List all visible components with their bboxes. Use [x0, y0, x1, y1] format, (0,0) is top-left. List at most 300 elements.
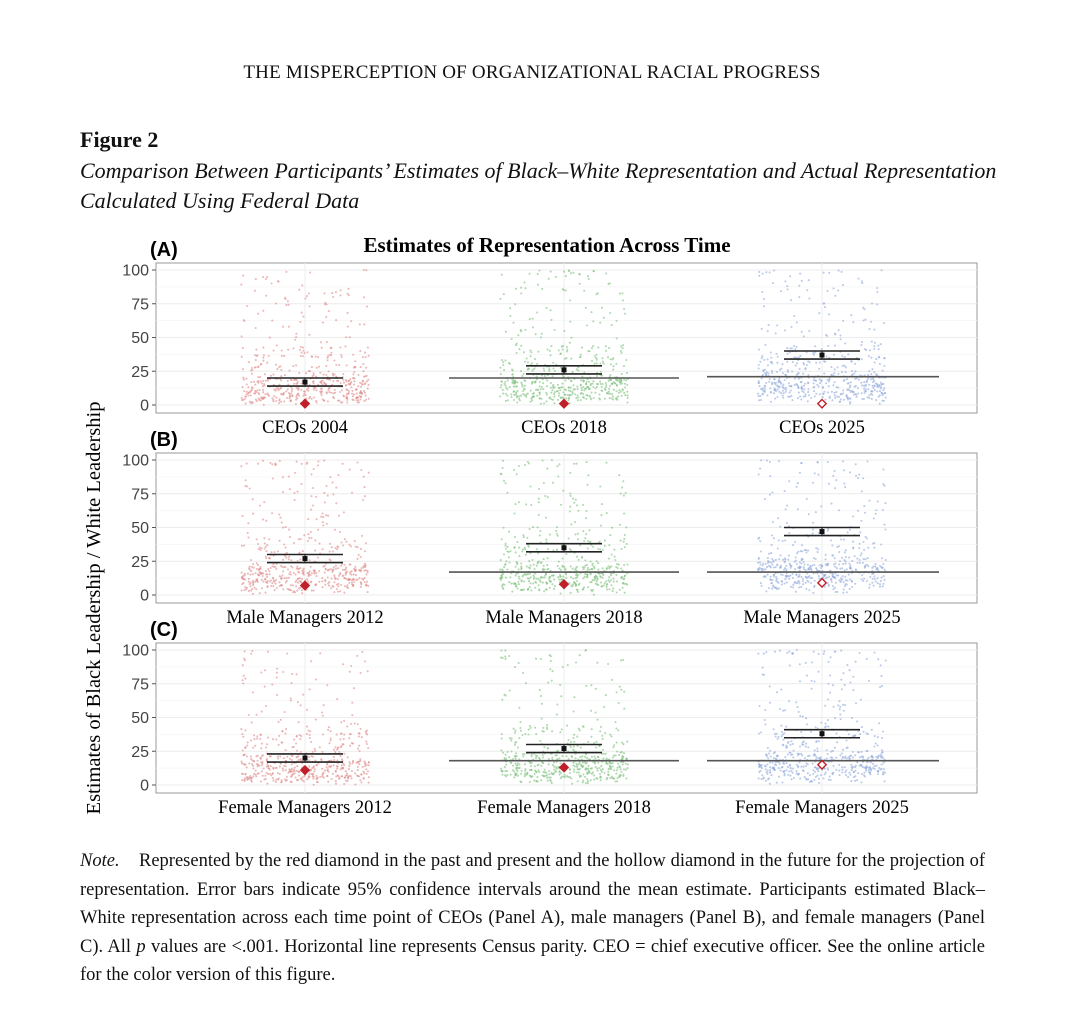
scatter-point — [769, 783, 771, 785]
scatter-point — [775, 353, 777, 355]
scatter-point — [608, 380, 610, 382]
scatter-point — [827, 753, 829, 755]
scatter-point — [265, 278, 267, 280]
scatter-point — [530, 390, 532, 392]
scatter-point — [518, 547, 520, 549]
scatter-point — [622, 480, 624, 482]
scatter-point — [354, 722, 356, 724]
scatter-point — [576, 504, 578, 506]
scatter-point — [849, 681, 851, 683]
scatter-point — [793, 777, 795, 779]
scatter-point — [800, 462, 802, 464]
scatter-point — [257, 313, 259, 315]
scatter-point — [565, 553, 567, 555]
scatter-point — [342, 743, 344, 745]
scatter-point — [519, 727, 521, 729]
scatter-point — [323, 381, 325, 383]
scatter-point — [337, 766, 339, 768]
scatter-point — [311, 572, 313, 574]
scatter-point — [868, 384, 870, 386]
scatter-point — [784, 756, 786, 758]
scatter-point — [613, 549, 615, 551]
scatter-point — [602, 361, 604, 363]
scatter-point — [515, 585, 517, 587]
scatter-point — [265, 557, 267, 559]
scatter-point — [532, 326, 534, 328]
scatter-point — [248, 778, 250, 780]
scatter-point — [255, 775, 257, 777]
scatter-point — [324, 580, 326, 582]
scatter-point — [516, 770, 518, 772]
scatter-point — [312, 504, 314, 506]
scatter-point — [885, 397, 887, 399]
scatter-point — [582, 566, 584, 568]
scatter-point — [517, 581, 519, 583]
scatter-point — [848, 562, 850, 564]
scatter-point — [286, 580, 288, 582]
scatter-point — [792, 544, 794, 546]
scatter-point — [251, 367, 253, 369]
scatter-point — [622, 344, 624, 346]
scatter-point — [585, 782, 587, 784]
scatter-point — [770, 562, 772, 564]
scatter-point — [840, 398, 842, 400]
scatter-point — [757, 653, 759, 655]
scatter-point — [786, 746, 788, 748]
scatter-point — [581, 347, 583, 349]
scatter-point — [503, 369, 505, 371]
scatter-point — [616, 580, 618, 582]
scatter-point — [353, 393, 355, 395]
scatter-point — [337, 585, 339, 587]
scatter-point — [333, 569, 335, 571]
scatter-point — [283, 577, 285, 579]
scatter-point — [261, 579, 263, 581]
scatter-point — [605, 345, 607, 347]
scatter-point — [544, 769, 546, 771]
scatter-point — [763, 359, 765, 361]
scatter-point — [300, 346, 302, 348]
scatter-point — [825, 554, 827, 556]
scatter-point — [863, 578, 865, 580]
scatter-point — [795, 383, 797, 385]
scatter-point — [830, 779, 832, 781]
scatter-point — [867, 388, 869, 390]
scatter-point — [622, 763, 624, 765]
scatter-point — [280, 401, 282, 403]
scatter-point — [803, 561, 805, 563]
scatter-point — [769, 387, 771, 389]
scatter-point — [867, 396, 869, 398]
category-label: Female Managers 2018 — [477, 798, 651, 818]
scatter-point — [516, 352, 518, 354]
scatter-point — [351, 390, 353, 392]
scatter-point — [872, 763, 874, 765]
scatter-point — [513, 399, 515, 401]
scatter-point — [794, 378, 796, 380]
scatter-point — [781, 363, 783, 365]
scatter-point — [520, 330, 522, 332]
scatter-point — [849, 471, 851, 473]
scatter-point — [807, 550, 809, 552]
scatter-point — [876, 287, 878, 289]
scatter-point — [263, 354, 265, 356]
scatter-point — [832, 384, 834, 386]
scatter-point — [287, 388, 289, 390]
scatter-point — [834, 557, 836, 559]
scatter-point — [539, 689, 541, 691]
scatter-point — [776, 755, 778, 757]
scatter-point — [559, 684, 561, 686]
scatter-point — [345, 336, 347, 338]
scatter-point — [520, 562, 522, 564]
scatter-point — [556, 549, 558, 551]
scatter-point — [294, 492, 296, 494]
scatter-point — [241, 545, 243, 547]
scatter-point — [272, 577, 274, 579]
scatter-point — [840, 718, 842, 720]
scatter-point — [323, 374, 325, 376]
scatter-point — [351, 492, 353, 494]
scatter-point — [547, 496, 549, 498]
scatter-point — [260, 734, 262, 736]
scatter-point — [612, 396, 614, 398]
scatter-point — [295, 336, 297, 338]
scatter-point — [241, 779, 243, 781]
scatter-point — [581, 387, 583, 389]
scatter-point — [352, 377, 354, 379]
scatter-point — [556, 754, 558, 756]
scatter-point — [844, 342, 846, 344]
scatter-point — [873, 651, 875, 653]
scatter-point — [583, 586, 585, 588]
scatter-point — [313, 589, 315, 591]
scatter-point — [540, 562, 542, 564]
scatter-point — [827, 719, 829, 721]
scatter-point — [364, 392, 366, 394]
scatter-point — [524, 361, 526, 363]
scatter-point — [321, 388, 323, 390]
scatter-point — [350, 574, 352, 576]
scatter-point — [325, 374, 327, 376]
scatter-point — [860, 764, 862, 766]
scatter-point — [609, 767, 611, 769]
scatter-point — [559, 389, 561, 391]
scatter-point — [346, 393, 348, 395]
scatter-point — [514, 536, 516, 538]
scatter-point — [862, 541, 864, 543]
scatter-point — [273, 350, 275, 352]
scatter-point — [345, 770, 347, 772]
scatter-point — [538, 764, 540, 766]
scatter-point — [546, 468, 548, 470]
scatter-point — [854, 378, 856, 380]
scatter-point — [852, 515, 854, 517]
scatter-point — [540, 779, 542, 781]
scatter-point — [766, 764, 768, 766]
scatter-point — [585, 510, 587, 512]
scatter-point — [308, 756, 310, 758]
scatter-point — [842, 757, 844, 759]
scatter-point — [261, 587, 263, 589]
scatter-point — [500, 749, 502, 751]
scatter-point — [836, 386, 838, 388]
scatter-point — [572, 498, 574, 500]
scatter-point — [770, 756, 772, 758]
scatter-point — [761, 564, 763, 566]
scatter-point — [788, 382, 790, 384]
scatter-point — [279, 581, 281, 583]
scatter-point — [574, 393, 576, 395]
scatter-point — [297, 701, 299, 703]
scatter-point — [578, 763, 580, 765]
scatter-point — [811, 564, 813, 566]
scatter-point — [271, 320, 273, 322]
scatter-point — [258, 393, 260, 395]
scatter-point — [589, 397, 591, 399]
scatter-point — [352, 373, 354, 375]
scatter-point — [842, 389, 844, 391]
scatter-point — [288, 558, 290, 560]
scatter-point — [768, 752, 770, 754]
scatter-point — [257, 376, 259, 378]
scatter-point — [243, 379, 245, 381]
scatter-point — [862, 580, 864, 582]
scatter-point — [834, 562, 836, 564]
scatter-point — [861, 578, 863, 580]
scatter-point — [281, 577, 283, 579]
scatter-point — [845, 366, 847, 368]
scatter-point — [296, 673, 298, 675]
scatter-point — [302, 569, 304, 571]
scatter-point — [350, 386, 352, 388]
scatter-point — [242, 347, 244, 349]
scatter-point — [827, 391, 829, 393]
scatter-point — [588, 771, 590, 773]
scatter-point — [844, 379, 846, 381]
scatter-point — [521, 770, 523, 772]
scatter-point — [505, 482, 507, 484]
scatter-point — [587, 275, 589, 277]
scatter-point — [278, 366, 280, 368]
scatter-point — [252, 691, 254, 693]
scatter-point — [306, 726, 308, 728]
chart-title: Estimates of Representation Across Time — [363, 233, 731, 257]
scatter-point — [883, 575, 885, 577]
scatter-point — [882, 773, 884, 775]
scatter-point — [510, 740, 512, 742]
scatter-point — [367, 384, 369, 386]
scatter-point — [298, 759, 300, 761]
scatter-point — [525, 503, 527, 505]
scatter-point — [792, 577, 794, 579]
scatter-point — [266, 544, 268, 546]
scatter-point — [359, 323, 361, 325]
scatter-point — [256, 354, 258, 356]
scatter-point — [294, 499, 296, 501]
scatter-point — [323, 704, 325, 706]
scatter-point — [247, 536, 249, 538]
scatter-point — [798, 773, 800, 775]
scatter-point — [626, 384, 628, 386]
scatter-point — [342, 373, 344, 375]
scatter-point — [585, 649, 587, 651]
scatter-point — [770, 391, 772, 393]
scatter-point — [824, 705, 826, 707]
scatter-point — [844, 756, 846, 758]
scatter-point — [582, 568, 584, 570]
scatter-point — [812, 386, 814, 388]
scatter-point — [824, 773, 826, 775]
scatter-point — [623, 392, 625, 394]
scatter-point — [864, 392, 866, 394]
scatter-point — [296, 756, 298, 758]
scatter-point — [589, 541, 591, 543]
scatter-point — [586, 461, 588, 463]
scatter-point — [285, 304, 287, 306]
scatter-point — [555, 768, 557, 770]
scatter-point — [758, 364, 760, 366]
scatter-point — [525, 396, 527, 398]
scatter-point — [849, 579, 851, 581]
scatter-point — [524, 385, 526, 387]
scatter-point — [883, 524, 885, 526]
scatter-point — [850, 780, 852, 782]
scatter-point — [351, 702, 353, 704]
scatter-point — [784, 558, 786, 560]
scatter-point — [290, 781, 292, 783]
scatter-point — [317, 464, 319, 466]
scatter-point — [777, 738, 779, 740]
scatter-point — [349, 378, 351, 380]
scatter-point — [571, 391, 573, 393]
scatter-point — [834, 295, 836, 297]
scatter-point — [270, 755, 272, 757]
scatter-point — [825, 334, 827, 336]
scatter-point — [509, 315, 511, 317]
scatter-point — [264, 547, 266, 549]
scatter-point — [543, 482, 545, 484]
scatter-point — [294, 339, 296, 341]
scatter-point — [587, 567, 589, 569]
scatter-point — [606, 584, 608, 586]
scatter-point — [782, 771, 784, 773]
scatter-point — [553, 402, 555, 404]
scatter-point — [348, 294, 350, 296]
scatter-point — [241, 335, 243, 337]
scatter-point — [758, 705, 760, 707]
scatter-point — [520, 287, 522, 289]
scatter-point — [324, 769, 326, 771]
scatter-point — [343, 592, 345, 594]
scatter-point — [309, 737, 311, 739]
scatter-point — [366, 306, 368, 308]
scatter-point — [615, 390, 617, 392]
scatter-point — [509, 363, 511, 365]
scatter-point — [550, 382, 552, 384]
scatter-point — [340, 382, 342, 384]
scatter-point — [600, 576, 602, 578]
scatter-point — [279, 773, 281, 775]
scatter-point — [827, 379, 829, 381]
scatter-point — [807, 746, 809, 748]
scatter-point — [884, 528, 886, 530]
scatter-point — [771, 564, 773, 566]
scatter-point — [812, 532, 814, 534]
scatter-point — [597, 562, 599, 564]
scatter-point — [521, 375, 523, 377]
scatter-point — [871, 573, 873, 575]
scatter-point — [788, 650, 790, 652]
scatter-point — [849, 774, 851, 776]
scatter-point — [340, 565, 342, 567]
scatter-point — [263, 404, 265, 406]
scatter-point — [777, 736, 779, 738]
scatter-point — [285, 547, 287, 549]
scatter-point — [327, 389, 329, 391]
scatter-point — [514, 742, 516, 744]
scatter-point — [603, 584, 605, 586]
scatter-point — [761, 568, 763, 570]
scatter-point — [267, 737, 269, 739]
scatter-point — [817, 461, 819, 463]
scatter-point — [499, 298, 501, 300]
scatter-point — [268, 355, 270, 357]
scatter-point — [360, 556, 362, 558]
scatter-point — [878, 722, 880, 724]
scatter-point — [367, 379, 369, 381]
scatter-point — [812, 482, 814, 484]
scatter-point — [347, 288, 349, 290]
scatter-point — [827, 698, 829, 700]
scatter-point — [503, 566, 505, 568]
scatter-point — [619, 751, 621, 753]
scatter-point — [552, 482, 554, 484]
scatter-point — [341, 401, 343, 403]
scatter-point — [550, 345, 552, 347]
scatter-point — [263, 768, 265, 770]
scatter-point — [608, 544, 610, 546]
scatter-point — [606, 778, 608, 780]
scatter-point — [519, 780, 521, 782]
scatter-point — [523, 580, 525, 582]
scatter-point — [782, 372, 784, 374]
scatter-point — [503, 527, 505, 529]
scatter-point — [261, 382, 263, 384]
scatter-point — [261, 743, 263, 745]
scatter-point — [254, 572, 256, 574]
scatter-point — [600, 514, 602, 516]
scatter-point — [504, 656, 506, 658]
scatter-point — [504, 770, 506, 772]
scatter-point — [330, 559, 332, 561]
scatter-point — [586, 762, 588, 764]
scatter-point — [779, 386, 781, 388]
scatter-point — [265, 705, 267, 707]
scatter-point — [838, 329, 840, 331]
scatter-point — [591, 360, 593, 362]
scatter-point — [523, 351, 525, 353]
scatter-point — [321, 380, 323, 382]
scatter-point — [241, 733, 243, 735]
scatter-point — [529, 318, 531, 320]
scatter-point — [616, 691, 618, 693]
scatter-point — [853, 391, 855, 393]
scatter-point — [277, 778, 279, 780]
scatter-point — [275, 579, 277, 581]
scatter-point — [360, 781, 362, 783]
scatter-point — [829, 692, 831, 694]
